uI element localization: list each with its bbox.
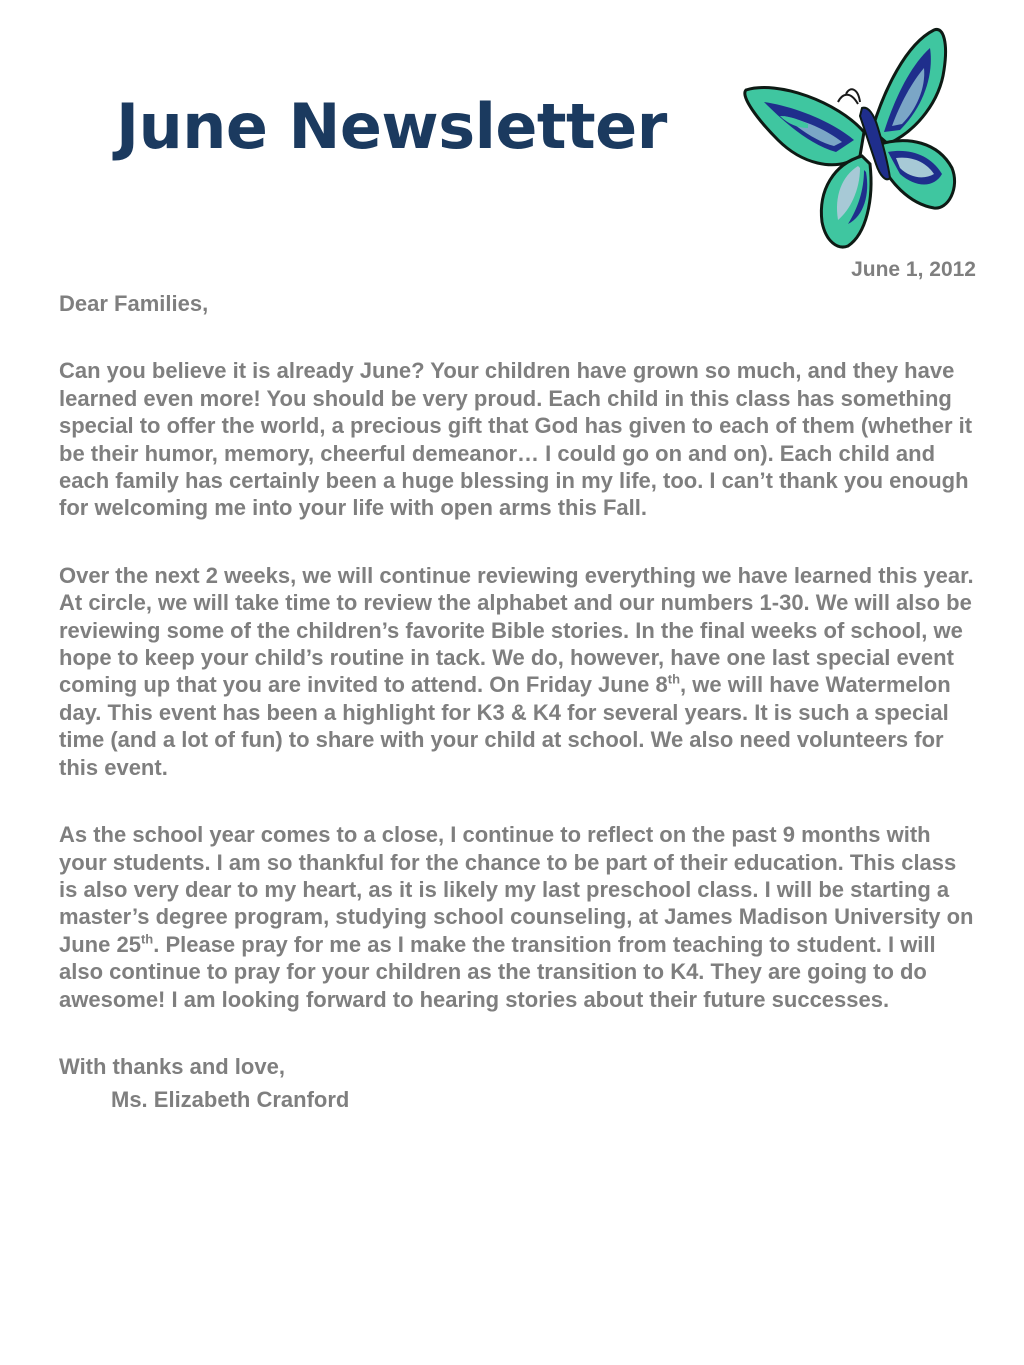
page-title: June Newsletter bbox=[116, 90, 667, 163]
paragraph-2 bbox=[59, 562, 979, 781]
signature: Ms. Elizabeth Cranford bbox=[111, 1087, 350, 1113]
butterfly-icon bbox=[738, 24, 962, 254]
paragraph-3 bbox=[59, 821, 979, 1013]
ordinal-suffix: th bbox=[140, 931, 154, 947]
paragraph-3-part-2: . Please pray for me as I make the transition from teaching to student. I will also continue to pray for your children as the transition to K4. They are going to do awesome! I am looking forward to hearing stories about their future successes. bbox=[59, 931, 936, 1012]
letter-body bbox=[59, 290, 979, 1114]
newsletter-date: June 1, 2012 bbox=[851, 258, 976, 281]
paragraph-2-part-1: Over the next 2 weeks, we will continue reviewing everything we have learned this year. At circle, we will take time to review the alphabet and our numbers 1-30. We will also be reviewing some of the children’s favorite Bible stories. In the final weeks of school, we hope to keep your child’s routine in tack. We do, however, have one last special event coming up that you are invited to attend. On Friday June 8 bbox=[59, 562, 974, 698]
paragraph-2-part-2: , we will have Watermelon day. This event has been a highlight for K3 & K4 for several years. It is such a special time (and a lot of fun) to share with your child at school. We also need volunteers for this event. bbox=[59, 672, 951, 780]
ordinal-suffix: th bbox=[667, 672, 681, 688]
greeting: Dear Families, bbox=[59, 291, 209, 316]
closing: With thanks and love, bbox=[59, 1053, 285, 1079]
paragraph-1: Can you believe it is already June? Your children have grown so much, and they have learned even more! You should be very proud. Each child in this class has something special to offer the world, a precious gift that God has given to each of them (whether it be their humor, memory, cheerful demeanor… I could go on and on). Each child and each family has certainly been a huge blessing in my life, too. I can’t thank you enough for welcoming me into your life with open arms this Fall. bbox=[59, 358, 973, 521]
paragraph-3-part-1: As the school year comes to a close, I continue to reflect on the past 9 months with your students. I am so thankful for the chance to be part of their education. This class is also very dear to my heart, as it is likely my last preschool class. I will be starting a master’s degree program, studying school counseling, at James Madison University on June 25 bbox=[59, 822, 974, 957]
